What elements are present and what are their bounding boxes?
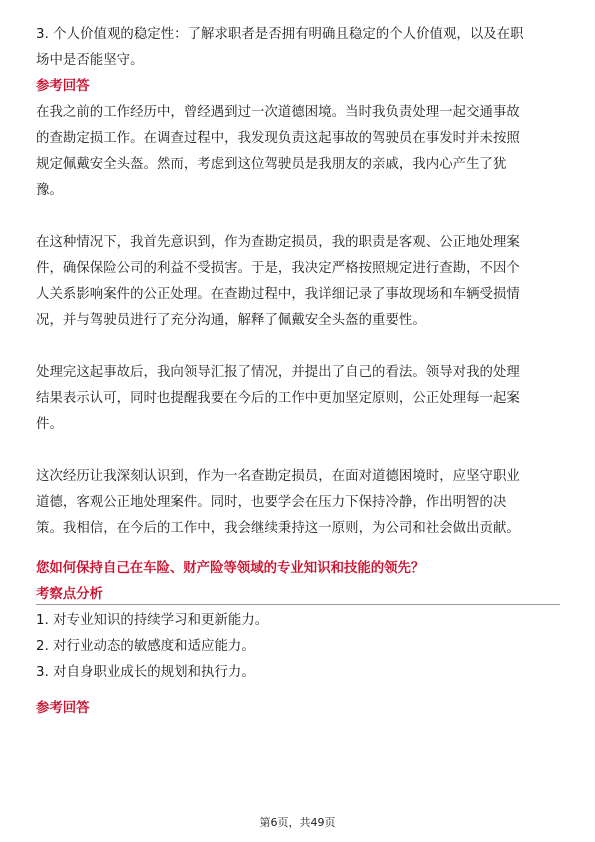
text-line: 这次经历让我深刻认识到，作为一名查勘定损员，在面对道德困境时，应坚守职业	[36, 469, 520, 484]
text-line: 结果表示认可，同时也提醒我要在今后的工作中更加坚定原则，公正处理每一起案	[36, 391, 520, 406]
reference-answer-heading: 参考回答	[36, 701, 90, 716]
document-page	[36, 22, 560, 722]
text-line: 场中是否能坚守。	[36, 53, 144, 68]
section-divider	[36, 604, 560, 605]
text-line: 道德，客观公正地处理案件。同时，也要学会在压力下保持冷静，作出明智的决	[36, 495, 507, 510]
reference-answer-heading: 参考回答	[36, 79, 90, 94]
evaluation-point-3	[36, 22, 560, 74]
text-line: 况，并与驾驶员进行了充分沟通，解释了佩戴安全头盔的重要性。	[36, 313, 426, 328]
list-item: 2. 对行业动态的敏感度和适应能力。	[36, 639, 255, 654]
analysis-points	[36, 608, 560, 686]
text-line: 的查勘定损工作。在调查过程中，我发现负责这起事故的驾驶员在事发时并未按照	[36, 131, 520, 146]
text-line: 处理完这起事故后，我向领导汇报了情况，并提出了自己的看法。领导对我的处理	[36, 365, 520, 380]
text-line: 人关系影响案件的公正处理。在查勘过程中，我详细记录了事故现场和车辆受损情	[36, 287, 520, 302]
section-gap	[36, 686, 560, 696]
answer-paragraph-1	[36, 100, 560, 204]
question-title: 您如何保持自己在车险、财产险等领域的专业知识和技能的领先？	[36, 561, 425, 576]
paragraph-spacer	[36, 438, 560, 464]
text-line: 件，确保保险公司的利益不受损害。于是，我决定严格按照规定进行查勘，不因个	[36, 261, 520, 276]
section-gap	[36, 542, 560, 556]
text-line: 策。我相信，在今后的工作中，我会继续秉持这一原则，为公司和社会做出贡献。	[36, 521, 520, 536]
text-line: 3. 个人价值观的稳定性：了解求职者是否拥有明确且稳定的个人价值观，以及在职	[36, 27, 524, 42]
list-item: 3. 对自身职业成长的规划和执行力。	[36, 665, 255, 680]
analysis-heading: 考察点分析	[36, 587, 103, 602]
page-number: 第6页，共49页	[259, 816, 336, 829]
text-line: 在这种情况下，我首先意识到，作为查勘定损员，我的职责是客观、公正地处理案	[36, 235, 520, 250]
text-line: 豫。	[36, 183, 63, 198]
answer-paragraph-2	[36, 230, 560, 334]
text-line: 规定佩戴安全头盔。然而，考虑到这位驾驶员是我朋友的亲戚，我内心产生了犹	[36, 157, 507, 172]
paragraph-spacer	[36, 334, 560, 360]
text-line: 在我之前的工作经历中，曾经遇到过一次道德困境。当时我负责处理一起交通事故	[36, 105, 520, 120]
paragraph-spacer	[36, 204, 560, 230]
text-line: 件。	[36, 417, 63, 432]
answer-paragraph-3	[36, 360, 560, 438]
list-item: 1. 对专业知识的持续学习和更新能力。	[36, 613, 269, 628]
answer-paragraph-4	[36, 464, 560, 542]
